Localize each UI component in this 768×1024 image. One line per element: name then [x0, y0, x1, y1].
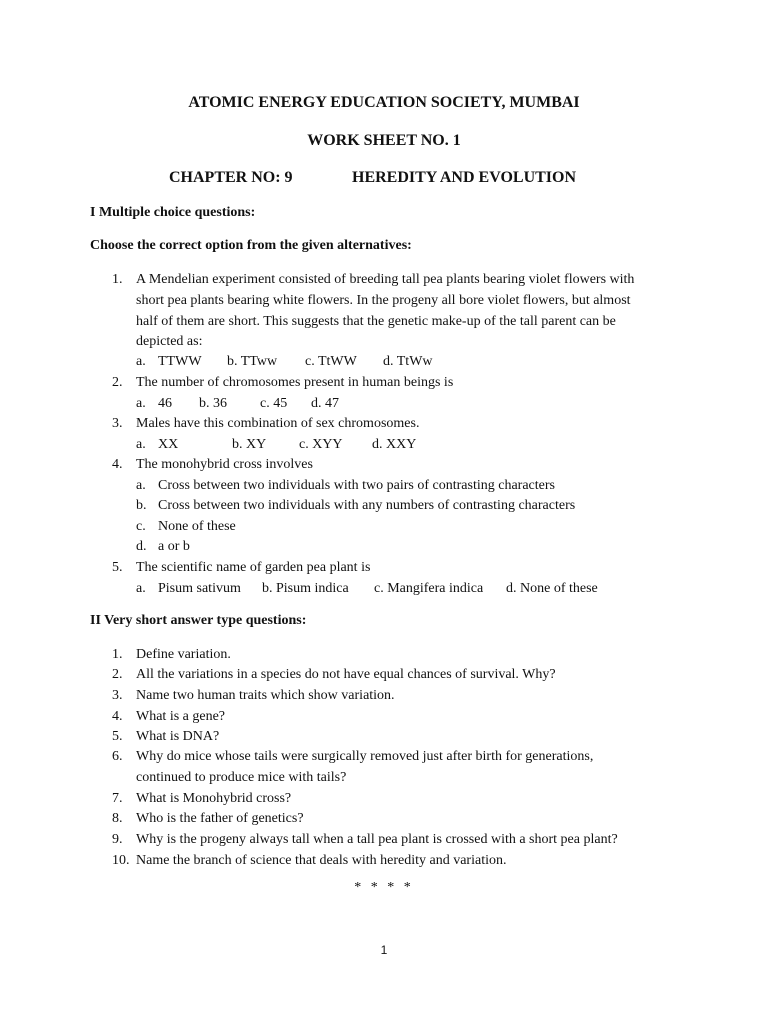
question-number: 1. — [112, 647, 123, 662]
question-text: The scientific name of garden pea plant is — [136, 560, 371, 575]
option: b. Pisum indica — [262, 581, 349, 596]
option: c. 45 — [260, 396, 288, 411]
option: b. 36 — [199, 396, 227, 411]
option: c. TtWW — [305, 354, 357, 369]
question-text: The number of chromosomes present in human beings is — [136, 375, 454, 390]
question-number: 4. — [112, 457, 123, 472]
question-text: Males have this combination of sex chromosomes. — [136, 416, 420, 431]
question-text: Name two human traits which show variation. — [136, 688, 395, 703]
section-1-instruction: Choose the correct option from the given alternatives: — [90, 238, 412, 253]
question-text: Name the branch of science that deals with heredity and variation. — [136, 853, 507, 868]
question-text: What is DNA? — [136, 729, 220, 744]
option-text: a or b — [158, 539, 190, 554]
option-letter: b. — [136, 498, 147, 513]
option: d. XXY — [372, 437, 417, 452]
option: Pisum sativum — [158, 581, 241, 596]
page-number: 1 — [380, 943, 388, 957]
question-number: 10. — [112, 853, 130, 868]
question-number: 3. — [112, 688, 123, 703]
question-text: half of them are short. This suggests that the genetic make-up of the tall parent can be — [136, 314, 616, 329]
option: b. XY — [232, 437, 267, 452]
question-text: What is Monohybrid cross? — [136, 791, 292, 806]
question-number: 2. — [112, 375, 123, 390]
question-text: Define variation. — [136, 647, 231, 662]
question-number: 7. — [112, 791, 123, 806]
question-text: All the variations in a species do not have equal chances of survival. Why? — [136, 667, 556, 682]
option: 46 — [158, 396, 172, 411]
option: XX — [158, 437, 179, 452]
chapter-number: CHAPTER NO: 9 — [169, 169, 293, 186]
option-letter: a. — [136, 478, 146, 493]
option: a. — [136, 396, 146, 411]
option-text: Cross between two individuals with two pairs of contrasting characters — [158, 478, 555, 493]
question-number: 6. — [112, 749, 123, 764]
option: d. TtWw — [383, 354, 433, 369]
society-title: ATOMIC ENERGY EDUCATION SOCIETY, MUMBAI — [188, 94, 580, 111]
question-number: 2. — [112, 667, 123, 682]
question-number: 4. — [112, 709, 123, 724]
end-marker: * * * * — [354, 880, 414, 895]
option: a. — [136, 354, 146, 369]
question-number: 3. — [112, 416, 123, 431]
question-text-continued: continued to produce mice with tails? — [136, 770, 347, 785]
question-text: Why is the progeny always tall when a tall pea plant is crossed with a short pea plant? — [136, 832, 618, 847]
question-text: short pea plants bearing white flowers. In the progeny all bore violet flowers, but almost — [136, 293, 631, 308]
question-text: Why do mice whose tails were surgically removed just after birth for generations, — [136, 749, 594, 764]
option-letter: c. — [136, 519, 146, 534]
question-number: 5. — [112, 560, 123, 575]
option: TTWW — [158, 354, 202, 369]
question-text: What is a gene? — [136, 709, 226, 724]
question-number: 1. — [112, 272, 123, 287]
question-text: Who is the father of genetics? — [136, 811, 304, 826]
question-text: A Mendelian experiment consisted of breeding tall pea plants bearing violet flowers with — [136, 272, 635, 287]
option-text: Cross between two individuals with any numbers of contrasting characters — [158, 498, 576, 513]
option: a. — [136, 437, 146, 452]
option: d. None of these — [506, 581, 598, 596]
section-1-title: I Multiple choice questions: — [90, 205, 256, 220]
option: c. XYY — [299, 437, 343, 452]
option: a. — [136, 581, 146, 596]
option: d. 47 — [311, 396, 339, 411]
worksheet-title: WORK SHEET NO. 1 — [307, 132, 461, 149]
option: b. TTww — [227, 354, 278, 369]
question-text: depicted as: — [136, 334, 203, 349]
question-number: 5. — [112, 729, 123, 744]
section-2-title: II Very short answer type questions: — [90, 613, 307, 628]
option-text: None of these — [158, 519, 236, 534]
question-number: 8. — [112, 811, 123, 826]
question-text: The monohybrid cross involves — [136, 457, 313, 472]
option-letter: d. — [136, 539, 147, 554]
question-number: 9. — [112, 832, 123, 847]
option: c. Mangifera indica — [374, 581, 484, 596]
chapter-title: HEREDITY AND EVOLUTION — [352, 169, 577, 186]
